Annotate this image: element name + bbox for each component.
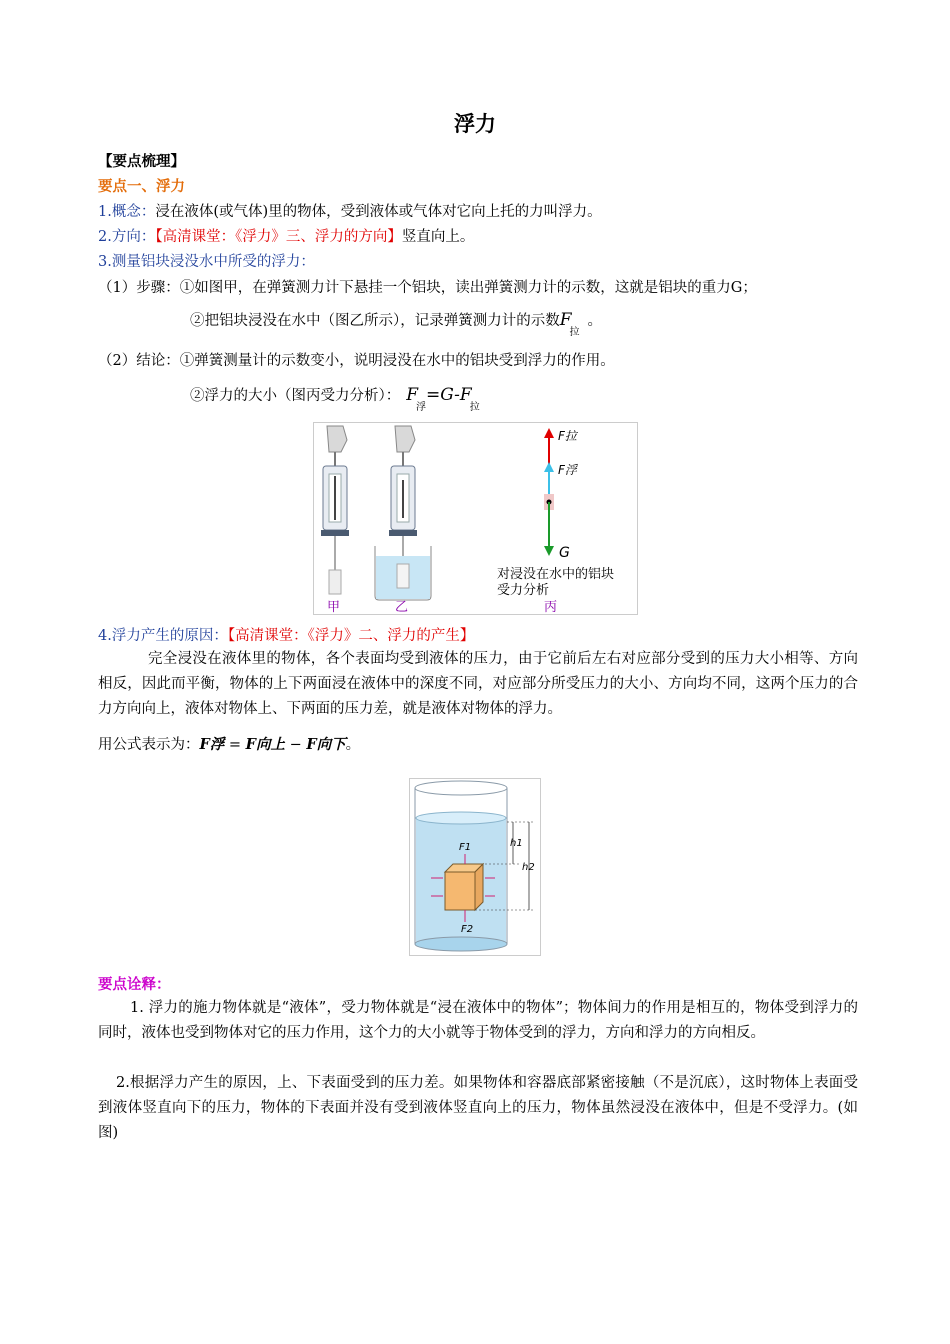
spring-scale-figure bbox=[313, 422, 638, 615]
step-2-end: 。 bbox=[587, 313, 603, 329]
label-h1: h1 bbox=[510, 838, 523, 849]
formula-f-fu: F浮 bbox=[199, 736, 225, 753]
note-2: 2.根据浮力产生的原因，上、下表面受到的压力差。如果物体和容器底部紧密接触（不是沉底），这时物体上表面受到液体竖直向下的压力，物体的下表面并没有受到液体竖直向上的压力，物体虽然浸没在液体中，但是不受浮力。(如图) bbox=[98, 1075, 858, 1141]
formula-eq-sign: = bbox=[224, 737, 246, 753]
label-f-la: F拉 bbox=[558, 429, 577, 443]
formula-minus: − bbox=[284, 737, 307, 753]
formula-f: F bbox=[406, 385, 419, 405]
item-cause-link[interactable]: 【高清课堂：《浮力》二、浮力的产生】 bbox=[227, 628, 475, 644]
item-concept-label: 1.概念： bbox=[98, 204, 156, 220]
item-direction-link[interactable]: 【高清课堂：《浮力》三、浮力的方向】 bbox=[155, 229, 402, 245]
item-concept bbox=[98, 200, 602, 221]
steps-line-2 bbox=[190, 309, 603, 338]
notes-heading: 要点诠释： bbox=[98, 976, 171, 993]
point-one-heading: 要点一、浮力 bbox=[98, 178, 185, 195]
cause-paragraph: 完全浸没在液体里的物体，各个表面均受到液体的压力，由于它前后左右对应部分受到的压力大小相等、方向相反，因此而平衡，物体的上下两面浸在液体中的深度不同，对应部分所受压力的大小、方向均不同，这两个压力的合力方向向上，液体对物体上、下两面的压力差，就是液体对物体的浮力。 bbox=[98, 651, 858, 717]
label-f-fu: F浮 bbox=[558, 463, 577, 477]
item-direction bbox=[98, 225, 474, 246]
label-f2: F2 bbox=[461, 924, 474, 935]
label-yi: 乙 bbox=[395, 600, 409, 615]
formula-eq: =G-F bbox=[426, 385, 472, 405]
step-1-text: ①如图甲，在弹簧测力计下悬挂一个铝块，读出弹簧测力计的示数，这就是铝块的重力G； bbox=[179, 280, 757, 296]
label-jia: 甲 bbox=[327, 600, 341, 615]
label-g: G bbox=[559, 545, 570, 561]
step-2-var: F bbox=[559, 310, 572, 330]
step-2-sub: 拉 bbox=[569, 327, 580, 338]
label-h2: h2 bbox=[522, 862, 535, 873]
section-header: 【要点梳理】 bbox=[98, 153, 185, 170]
formula-line bbox=[98, 733, 360, 754]
formula-prefix: 用公式表示为： bbox=[98, 737, 200, 753]
conclusion-2-text: ②浮力的大小（图丙受力分析）： bbox=[190, 388, 401, 404]
item-cause-label: 4.浮力产生的原因： bbox=[98, 628, 228, 644]
label-f1: F1 bbox=[459, 842, 472, 853]
item-concept-text: 浸在液体(或气体)里的物体，受到液体或气体对它向上托的力叫浮力。 bbox=[155, 204, 602, 220]
caption-line-1: 对浸没在水中的铝块 bbox=[497, 567, 615, 582]
item-measure-heading: 3.测量铝块浸没水中所受的浮力： bbox=[98, 254, 315, 270]
conclusion-1-text: ①弹簧测量计的示数变小，说明浸没在水中的铝块受到浮力的作用。 bbox=[179, 353, 615, 369]
item-cause bbox=[98, 624, 474, 645]
conclusion-line-2 bbox=[190, 384, 480, 413]
page-title: 浮力 bbox=[454, 111, 496, 136]
steps-line-1 bbox=[98, 276, 757, 297]
formula-f-sub: 浮 bbox=[416, 402, 427, 413]
cube-in-liquid-figure bbox=[409, 778, 541, 956]
caption-line-2: 受力分析 bbox=[497, 583, 550, 598]
formula-eq-sub: 拉 bbox=[469, 402, 480, 413]
item-direction-text: 竖直向上。 bbox=[401, 229, 475, 245]
step-2-text: ②把铝块浸没在水中（图乙所示），记录弹簧测力计的示数 bbox=[190, 313, 560, 329]
formula-f-up: F向上 bbox=[245, 736, 285, 753]
conclusion-label: （2）结论： bbox=[98, 353, 180, 369]
conclusion-line-1 bbox=[98, 349, 615, 370]
item-direction-label: 2.方向： bbox=[98, 229, 156, 245]
label-bing: 丙 bbox=[544, 600, 558, 615]
steps-label: （1）步骤： bbox=[98, 280, 180, 296]
formula-f-down: F向下 bbox=[306, 736, 346, 753]
note-1: 1. 浮力的施力物体就是“液体”，受力物体就是“浸在液体中的物体”；物体间力的作用是相互的，物体受到浮力的同时，液体也受到物体对它的压力作用，这个力的大小就等于物体受到的浮力，方向和浮力的方向相反。 bbox=[98, 1000, 858, 1041]
formula-end: 。 bbox=[345, 737, 361, 753]
